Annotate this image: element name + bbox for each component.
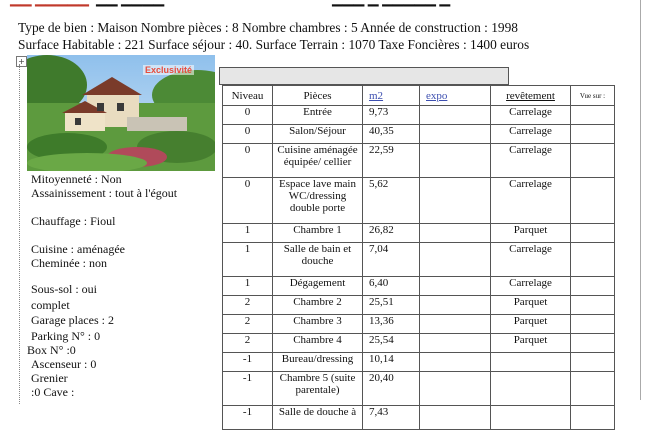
cell-expo: [420, 277, 491, 296]
cell-niveau: 2: [223, 334, 273, 353]
cell-vue: [571, 406, 615, 430]
cell-m2: 7,43: [363, 406, 420, 430]
cell-expo: [420, 353, 491, 372]
feature-assainissement: Assainissement : tout à l'égout: [31, 186, 178, 200]
feature-garage: Garage places : 2: [31, 313, 114, 327]
cell-m2: 5,62: [363, 178, 420, 224]
cell-vue: [571, 315, 615, 334]
table-row: [223, 106, 615, 125]
cell-niveau: 2: [223, 315, 273, 334]
property-summary-line-2: Surface Habitable : 221 Surface séjour : 40. Surface Terrain : 1070 Taxe Foncières : 1400 euros: [18, 37, 530, 52]
cell-piece: Entrée: [273, 106, 363, 125]
feature-parking: Parking N° : 0: [31, 329, 101, 343]
table-row: [223, 144, 615, 178]
col-header-pieces: Pièces: [273, 86, 363, 106]
cell-revetement: [491, 406, 571, 430]
cell-revetement: Carrelage: [491, 277, 571, 296]
cell-piece: Salle de douche à: [273, 406, 363, 430]
cell-vue: [571, 243, 615, 277]
cell-niveau: 1: [223, 277, 273, 296]
cell-piece: Salon/Séjour: [273, 125, 363, 144]
feature-chauffage: Chauffage : Fioul: [31, 214, 116, 228]
table-row: [223, 296, 615, 315]
cell-piece: Chambre 3: [273, 315, 363, 334]
cell-revetement: [491, 372, 571, 406]
cell-expo: [420, 125, 491, 144]
cell-vue: [571, 334, 615, 353]
table-row: [223, 243, 615, 277]
cell-vue: [571, 144, 615, 178]
table-header-row: [223, 86, 615, 106]
feature-sous-sol-complet: complet: [31, 298, 70, 312]
table-row: [223, 178, 615, 224]
table-row: [223, 125, 615, 144]
table-row: [223, 353, 615, 372]
cell-vue: [571, 224, 615, 243]
cell-piece: Dégagement: [273, 277, 363, 296]
feature-grenier: Grenier: [31, 371, 68, 385]
cell-expo: [420, 224, 491, 243]
cropped-top-line: [0, 0, 660, 7]
cell-niveau: 0: [223, 178, 273, 224]
col-header-niveau: Niveau: [223, 86, 273, 106]
cell-revetement: Parquet: [491, 315, 571, 334]
cell-vue: [571, 296, 615, 315]
cell-vue: [571, 372, 615, 406]
cell-vue: [571, 178, 615, 224]
table-row: [223, 277, 615, 296]
feature-box: Box N° :0: [27, 343, 76, 357]
table-row: [223, 372, 615, 406]
cell-expo: [420, 243, 491, 277]
exclusivity-badge: Exclusivité: [145, 65, 193, 75]
cell-piece: Salle de bain et douche: [273, 243, 363, 277]
cell-m2: 25,54: [363, 334, 420, 353]
cell-m2: 6,40: [363, 277, 420, 296]
right-margin-rule: [640, 0, 641, 400]
table-row: [223, 315, 615, 334]
cell-revetement: Carrelage: [491, 243, 571, 277]
property-summary-line-1: Type de bien : Maison Nombre pièces : 8 Nombre chambres : 5 Année de construction : 1998: [18, 20, 518, 35]
cell-m2: 25,51: [363, 296, 420, 315]
cell-piece: Bureau/dressing: [273, 353, 363, 372]
cell-revetement: Parquet: [491, 296, 571, 315]
table-row: [223, 334, 615, 353]
feature-cave: :0 Cave :: [31, 385, 75, 399]
cell-expo: [420, 372, 491, 406]
cell-m2: 13,36: [363, 315, 420, 334]
left-margin-rule: [19, 64, 20, 404]
house-photo: [27, 55, 215, 171]
cell-niveau: -1: [223, 372, 273, 406]
cell-niveau: 0: [223, 144, 273, 178]
cell-niveau: 2: [223, 296, 273, 315]
cell-vue: [571, 277, 615, 296]
cell-niveau: 1: [223, 243, 273, 277]
cell-expo: [420, 144, 491, 178]
cell-m2: 10,14: [363, 353, 420, 372]
table-row: [223, 224, 615, 243]
col-header-expo: expo: [420, 86, 491, 106]
cell-vue: [571, 353, 615, 372]
cell-expo: [420, 106, 491, 125]
cell-revetement: Carrelage: [491, 106, 571, 125]
cell-niveau: -1: [223, 406, 273, 430]
cell-vue: [571, 106, 615, 125]
rooms-table: [222, 85, 615, 430]
cell-niveau: -1: [223, 353, 273, 372]
cell-revetement: Parquet: [491, 334, 571, 353]
cell-expo: [420, 406, 491, 430]
feature-mitoyennete: Mitoyenneté : Non: [31, 172, 122, 186]
cell-vue: [571, 125, 615, 144]
cell-revetement: Parquet: [491, 224, 571, 243]
cell-piece: Espace lave main WC/dressing double porte: [273, 178, 363, 224]
cell-piece: Chambre 2: [273, 296, 363, 315]
table-row: [223, 406, 615, 430]
cell-expo: [420, 315, 491, 334]
cell-revetement: Carrelage: [491, 144, 571, 178]
feature-ascenseur: Ascenseur : 0: [31, 357, 97, 371]
cell-expo: [420, 334, 491, 353]
cell-piece: Chambre 4: [273, 334, 363, 353]
cell-m2: 20,40: [363, 372, 420, 406]
col-header-revetement: revêtement: [491, 86, 571, 106]
cell-niveau: 1: [223, 224, 273, 243]
cell-m2: 26,82: [363, 224, 420, 243]
cell-niveau: 0: [223, 125, 273, 144]
cell-expo: [420, 178, 491, 224]
cell-piece: Chambre 1: [273, 224, 363, 243]
cell-expo: [420, 296, 491, 315]
cell-piece: Cuisine aménagée équipée/ cellier: [273, 144, 363, 178]
cell-m2: 7,04: [363, 243, 420, 277]
feature-cuisine: Cuisine : aménagée: [31, 242, 125, 256]
cell-revetement: Carrelage: [491, 125, 571, 144]
table-title-bar: [219, 67, 509, 85]
cell-revetement: [491, 353, 571, 372]
feature-cheminee: Cheminée : non: [31, 256, 107, 270]
cell-m2: 9,73: [363, 106, 420, 125]
col-header-vue: Vue sur :: [571, 86, 615, 106]
table-move-handle-icon[interactable]: +: [16, 56, 27, 67]
cell-m2: 22,59: [363, 144, 420, 178]
cell-piece: Chambre 5 (suite parentale): [273, 372, 363, 406]
feature-sous-sol: Sous-sol : oui: [31, 282, 98, 296]
cell-niveau: 0: [223, 106, 273, 125]
cell-m2: 40,35: [363, 125, 420, 144]
cell-revetement: Carrelage: [491, 178, 571, 224]
col-header-m2: m2: [363, 86, 420, 106]
